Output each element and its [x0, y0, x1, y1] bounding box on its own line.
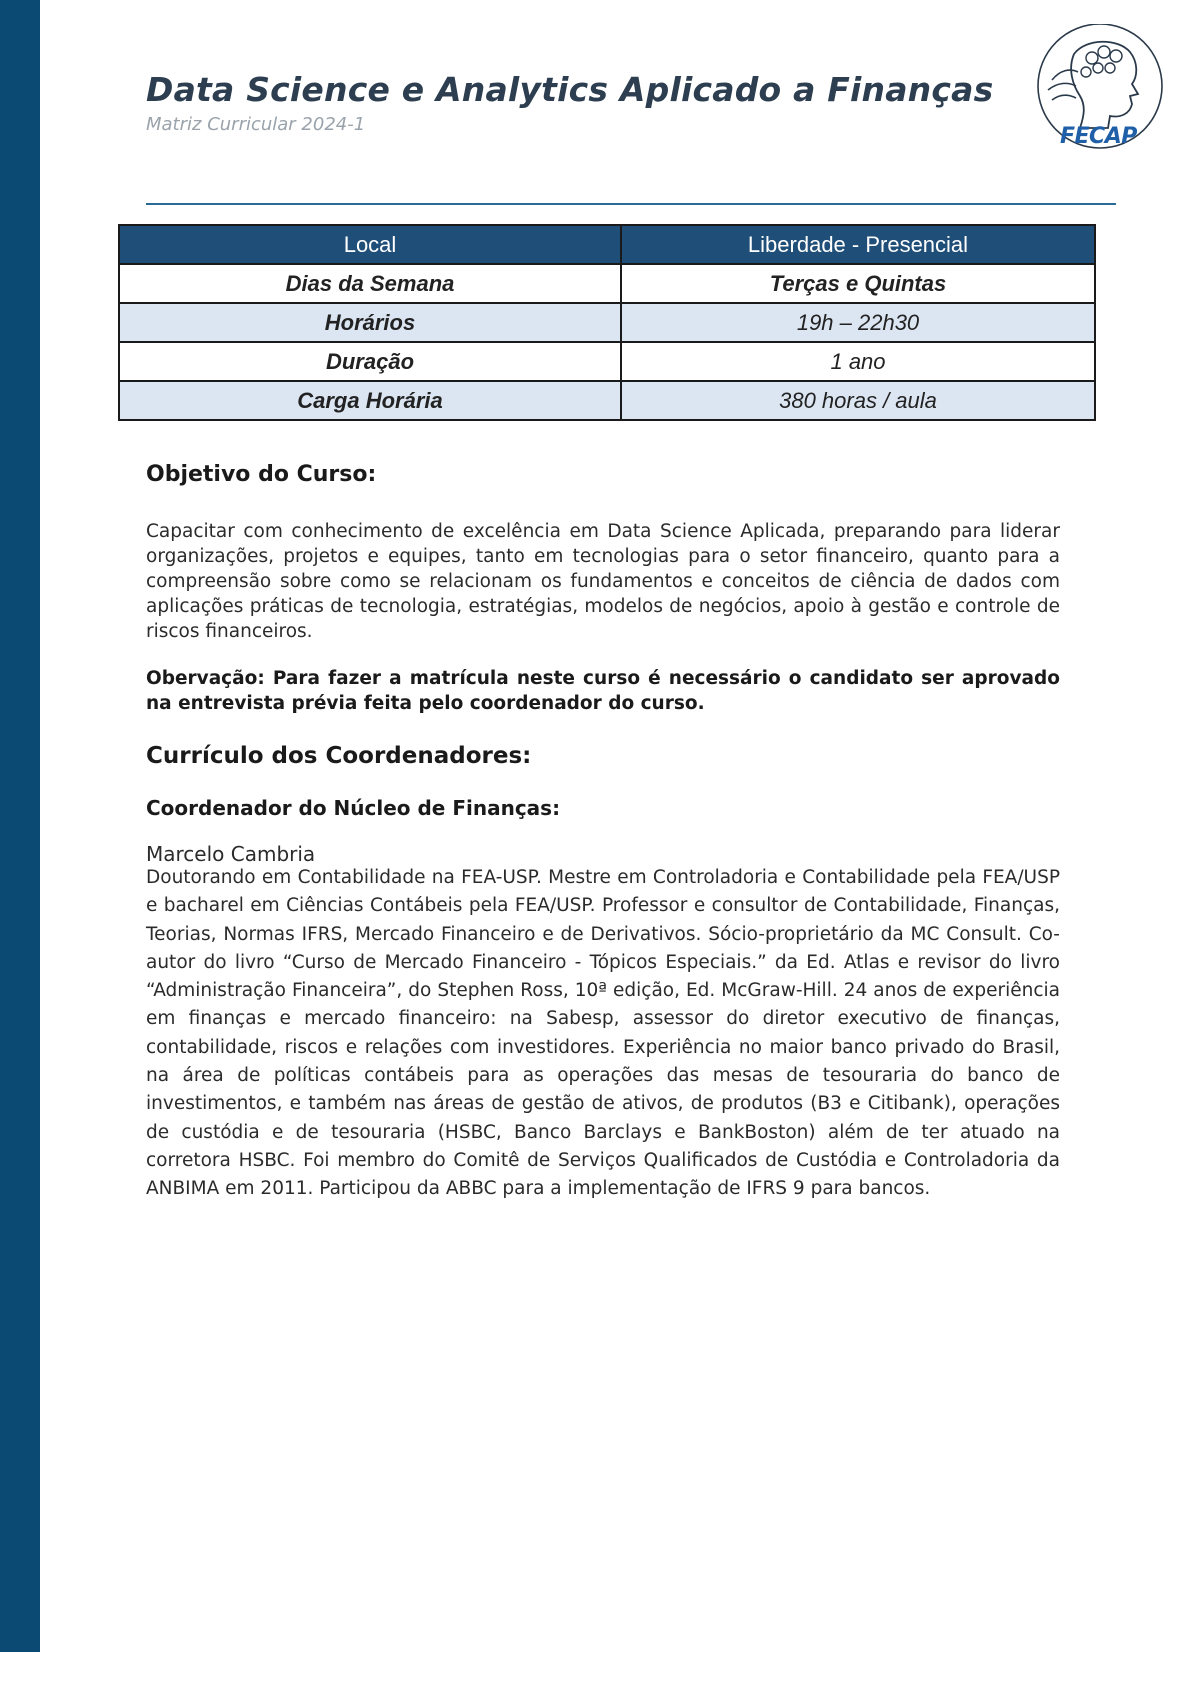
coordinator-name: Marcelo Cambria [146, 842, 316, 866]
table-cell-value: Terças e Quintas [621, 264, 1095, 303]
table-cell-label: Duração [119, 342, 621, 381]
table-cell-value: 1 ano [621, 342, 1095, 381]
document-subtitle: Matriz Curricular 2024-1 [146, 114, 366, 135]
table-row [119, 381, 1095, 420]
objective-heading: Objetivo do Curso: [146, 462, 377, 487]
table-cell-value: 19h – 22h30 [621, 303, 1095, 342]
table-cell-label: Carga Horária [119, 381, 621, 420]
document-title: Data Science e Analytics Aplicado a Finanças [146, 70, 994, 109]
table-cell-value: 380 horas / aula [621, 381, 1095, 420]
table-cell-value: Liberdade - Presencial [621, 225, 1095, 264]
logo-wordmark: FECAP [1060, 124, 1137, 149]
coordinators-heading: Currículo dos Coordenadores: [146, 743, 532, 769]
side-accent-bar [0, 0, 40, 1652]
enrollment-note: Obervação: Para fazer a matrícula neste curso é necessário o candidato ser aprovado na entrevista prévia feita pelo coordenador do curso. [146, 668, 1060, 714]
coordinator-bio: Doutorando em Contabilidade na FEA-USP. Mestre em Controladoria e Contabilidade pela FEA/USP e bacharel em Ciências Contábeis pela FEA/USP. Professor e consultor de Contabilidade, Finanças, Teorias, Normas IFRS, Mercado Financeiro e de Derivativos. Sócio-proprietário da MC Consult. Co-autor do livro “Curso de Mercado Financeiro - Tópicos Especiais.” da Ed. Atlas e revisor do livro “Administração Financeira”, do Stephen Ross, 10ª edição, Ed. McGraw-Hill. 24 anos de experiência em finanças e mercado financeiro: na Sabesp, assessor do diretor executivo de finanças, contabilidade, riscos e relações com investidores. Experiência no maior banco privado do Brasil, na área de políticas contábeis para as operações das mesas de tesouraria do banco de investimentos, e também nas áreas de gestão de ativos, de produtos (B3 e Citibank), operações de custódia e de tesouraria (HSBC, Banco Barclays e BankBoston) além de ter atuado na corretora HSBC. Foi membro do Comitê de Serviços Qualificados de Custódia e Controladoria da ANBIMA em 2011. Participou da ABBC para a implementação de IFRS 9 para bancos. [146, 867, 1060, 1200]
table-row [119, 342, 1095, 381]
objective-text: Capacitar com conhecimento de excelência em Data Science Aplicada, preparando para liderar organizações, projetos e equipes, tanto em tecnologias para o setor financeiro, quanto para a compreensão sobre como se relacionam os fundamentos e conceitos de ciência de dados com aplicações práticas de tecnologia, estratégias, modelos de negócios, apoio à gestão e controle de riscos financeiros. [146, 521, 1060, 642]
table-row [119, 264, 1095, 303]
table-cell-label: Dias da Semana [119, 264, 621, 303]
table-header-row [119, 225, 1095, 264]
table-cell-label: Horários [119, 303, 621, 342]
table-cell-label: Local [119, 225, 621, 264]
header-divider [146, 203, 1116, 205]
table-row [119, 303, 1095, 342]
course-info-table [118, 224, 1096, 421]
coordinator-role-heading: Coordenador do Núcleo de Finanças: [146, 796, 561, 820]
